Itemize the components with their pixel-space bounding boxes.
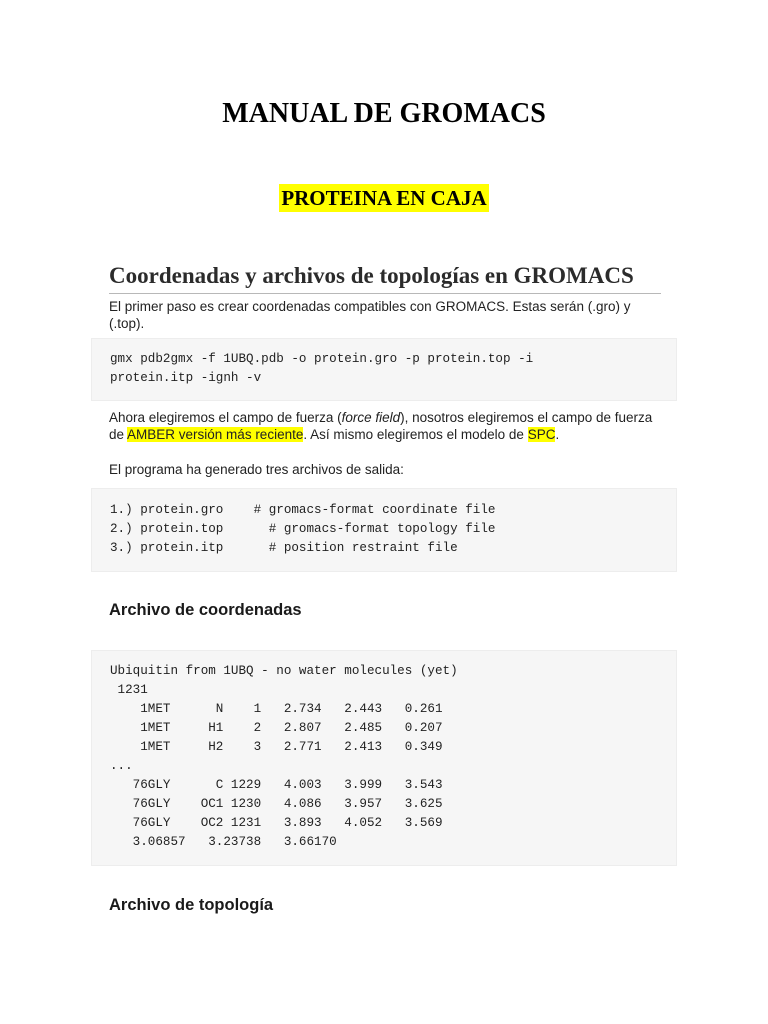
code-line: 1231 (110, 683, 148, 697)
output-files-code-block (91, 488, 677, 572)
coordinates-heading: Archivo de coordenadas (109, 601, 302, 619)
intro-paragraph: El primer paso es crear coordenadas compatibles con GROMACS. Estas serán (.gro) y (.top). (109, 299, 631, 331)
code-line: 2.) protein.top # gromacs-format topology file (110, 522, 496, 536)
command-code-block (91, 338, 677, 401)
code-line: ... (110, 759, 133, 773)
topology-heading: Archivo de topología (109, 896, 274, 914)
code-line: gmx pdb2gmx -f 1UBQ.pdb -o protein.gro -p protein.top -i (110, 352, 534, 366)
code-line: 3.) protein.itp # position restraint file (110, 541, 458, 555)
paragraph-text: . (555, 427, 560, 442)
code-line: 1MET H1 2 2.807 2.485 0.207 (110, 721, 443, 735)
paragraph-text: Ahora elegiremos el campo de fuerza ( (109, 410, 342, 425)
section-heading: Coordenadas y archivos de topologías en GROMACS (109, 262, 661, 294)
code-line: 76GLY C 1229 4.003 3.999 3.543 (110, 778, 443, 792)
code-line: protein.itp -ignh -v (110, 371, 262, 385)
code-line: Ubiquitin from 1UBQ - no water molecules (yet) (110, 664, 458, 678)
code-line: 76GLY OC1 1230 4.086 3.957 3.625 (110, 797, 443, 811)
coordinates-code-block (91, 650, 677, 866)
paragraph-text: . Así mismo elegiremos el modelo de (303, 427, 528, 442)
document-subtitle: PROTEINA EN CAJA (281, 186, 487, 210)
document-title: MANUAL DE GROMACS (222, 98, 546, 129)
code-line: 1MET N 1 2.734 2.443 0.261 (110, 702, 443, 716)
highlighted-forcefield: AMBER versión más reciente (127, 427, 304, 442)
code-line: 1MET H2 3 2.771 2.413 0.349 (110, 740, 443, 754)
code-line: 3.06857 3.23738 3.66170 (110, 835, 337, 849)
subtitle-wrapper (0, 184, 768, 212)
highlighted-water-model: SPC (527, 427, 556, 442)
code-line: 1.) protein.gro # gromacs-format coordinate file (110, 503, 496, 517)
code-line: 76GLY OC2 1231 3.893 4.052 3.569 (110, 816, 443, 830)
forcefield-paragraph (109, 409, 669, 443)
paragraph-text: ), nosotros elegiremos el campo de fuerza de (109, 410, 653, 442)
output-intro-paragraph: El programa ha generado tres archivos de salida: (109, 462, 404, 477)
italic-term: force field (341, 410, 401, 425)
